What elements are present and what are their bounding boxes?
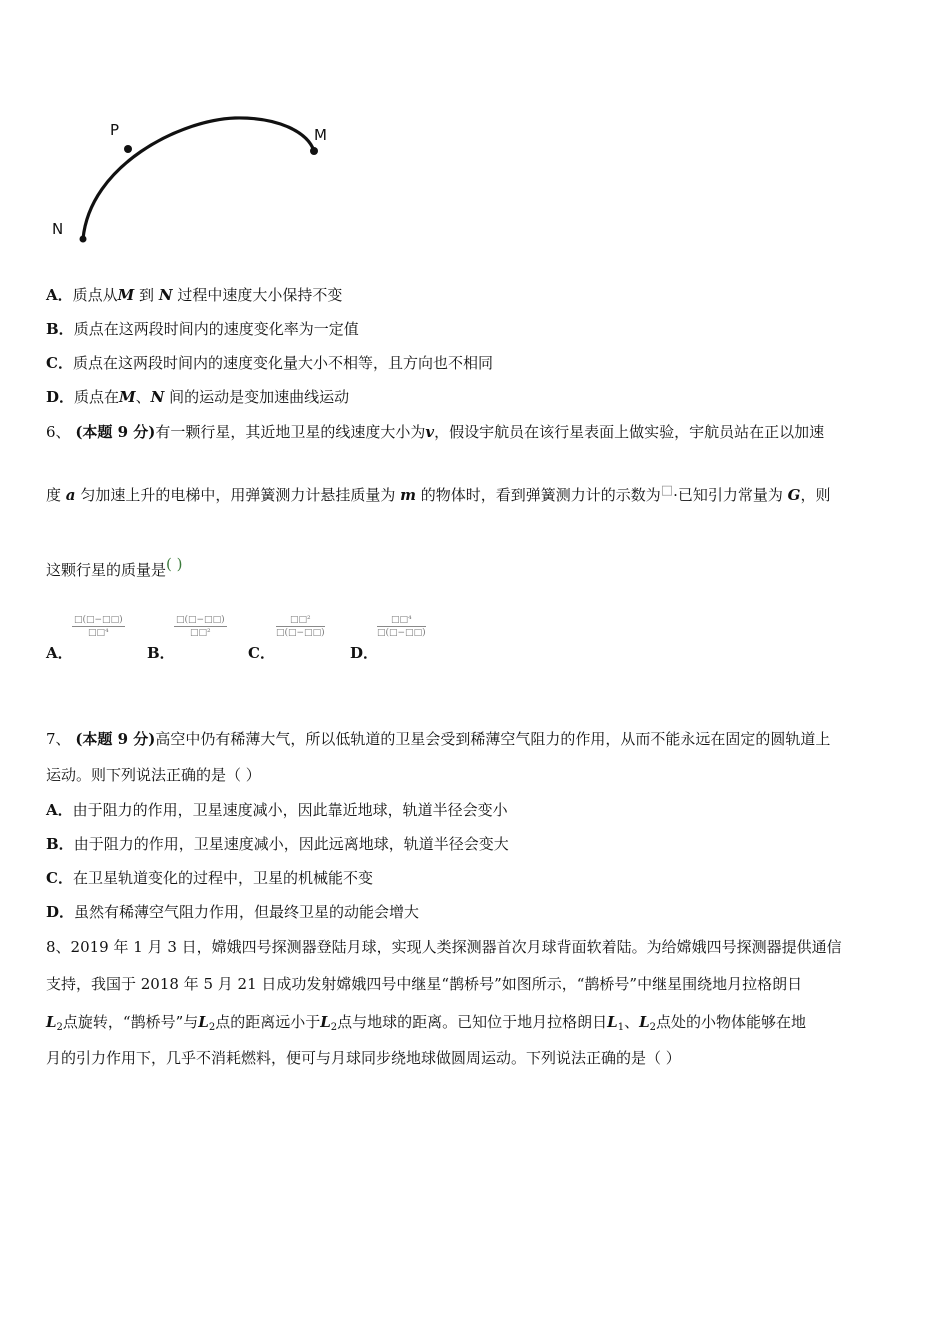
q7-option-b: B．由于阻力的作用，卫星速度减小，因此远离地球，轨道半径会变大	[46, 835, 509, 853]
label-p: P	[110, 121, 120, 139]
q7-option-c: C．在卫星轨道变化的过程中，卫星的机械能不变	[46, 869, 373, 887]
q5-option-a: A．质点从M 到 N 过程中速度大小保持不变	[46, 286, 343, 304]
q5-option-c: C．质点在这两段时间内的速度变化量大小不相等，且方向也不相同	[46, 354, 493, 372]
q5-option-d: D．质点在M、N 间的运动是变加速曲线运动	[46, 388, 350, 406]
q7-stem-line2: 运动。则下列说法正确的是（ ）	[46, 766, 261, 784]
q6-option-c-label: C．	[248, 644, 275, 662]
q6-option-d-fraction: □□⁴ □(□−□□)	[377, 615, 426, 638]
q7-option-a: A．由于阻力的作用，卫星速度减小，因此靠近地球，轨道半径会变小	[46, 801, 508, 819]
q8-stem-line4: 月的引力作用下，几乎不消耗燃料，便可与月球同步绕地球做圆周运动。下列说法正确的是（ ）	[46, 1049, 681, 1067]
label-m: M	[314, 126, 327, 144]
q6-option-a-fraction: □(□−□□) □□⁴	[74, 615, 123, 638]
q6-option-b-fraction: □(□−□□) □□²	[176, 615, 225, 638]
q6-option-c-fraction: □□² □(□−□□)	[276, 615, 325, 638]
q5-option-b: B．质点在这两段时间内的速度变化率为一定值	[46, 320, 359, 338]
label-n: N	[52, 220, 64, 238]
trajectory-figure	[40, 95, 340, 255]
answer-paren: ( )	[166, 555, 183, 573]
q7-option-d: D．虽然有稀薄空气阻力作用，但最终卫星的动能会增大	[46, 903, 420, 921]
q6-stem-line2: 度 a 匀加速上升的电梯中，用弹簧测力计悬挂质量为 m 的物体时，看到弹簧测力计的示数为□·已知引力常量为 G，则	[46, 483, 831, 504]
q8-stem-line1: 8、2019 年 1 月 3 日，嫦娥四号探测器登陆月球，实现人类探测器首次月球背面软着陆。为给嫦娥四号探测器提供通信	[46, 938, 842, 956]
q8-stem-line2: 支持，我国于 2018 年 5 月 21 日成功发射嫦娥四号中继星“鹊桥号”如图所示，“鹊桥号”中继星围绕地月拉格朗日	[46, 975, 803, 993]
q6-option-d-label: D．	[350, 644, 379, 662]
formula-placeholder: □	[660, 483, 674, 498]
q7-stem-line1: 7、 (本题 9 分)高空中仍有稀薄大气，所以低轨道的卫星会受到稀薄空气阻力的作用，从而不能永远在固定的圆轨道上	[46, 730, 831, 748]
q6-option-b-label: B．	[147, 644, 175, 662]
q6-stem-line3: 这颗行星的质量是( )	[46, 555, 183, 579]
q6-option-a-label: A．	[46, 644, 73, 662]
point-n	[80, 236, 87, 243]
q6-stem-line1: 6、 (本题 9 分)有一颗行星，其近地卫星的线速度大小为v，假设宇航员在该行星表面上做实验，宇航员站在正以加速	[46, 423, 825, 441]
point-p	[124, 145, 132, 153]
point-m	[310, 147, 318, 155]
q8-stem-line3: $L_2$点旋转，“鹊桥号”与$L_2$点的距离远小于$L_2$点与地球的距离。已知位于地月拉格朗日$L_1$、$L_2$点处的小物体能够在地	[46, 1013, 807, 1033]
